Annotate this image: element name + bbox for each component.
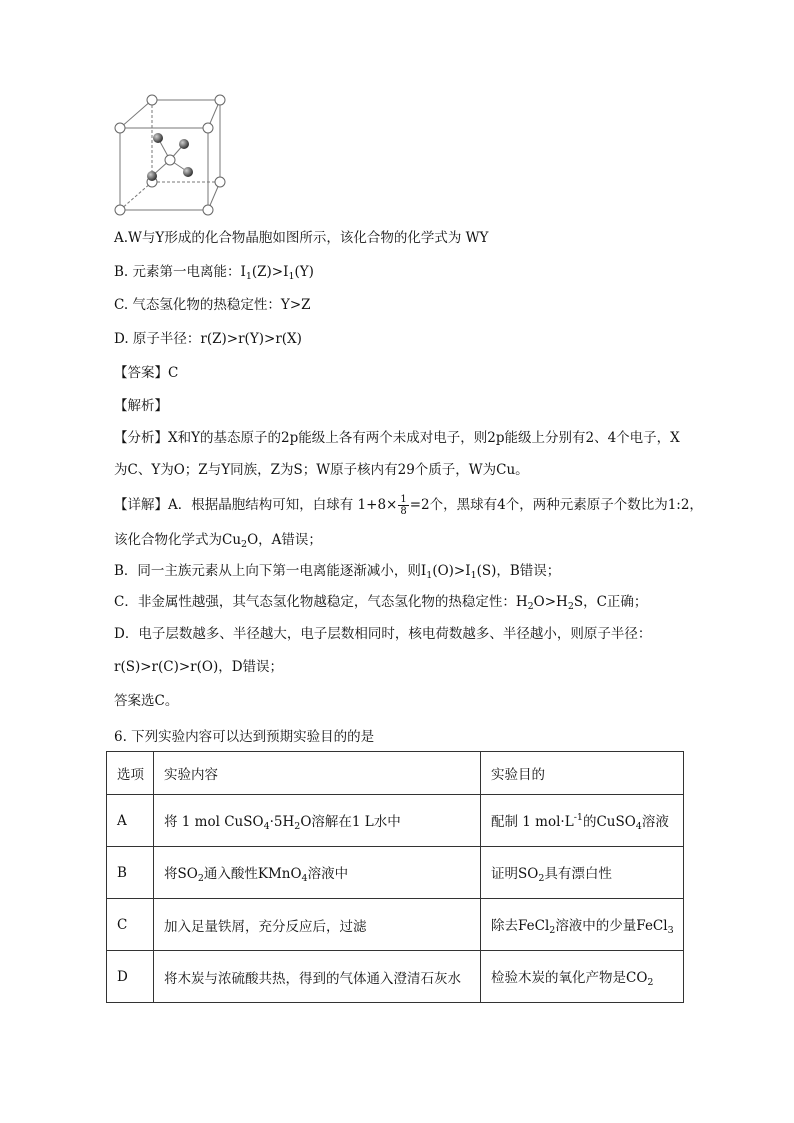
row-content: 加入足量铁屑，充分反应后，过滤 [154,899,481,951]
question-6-stem: 6. 下列实验内容可以达到预期实验目的的是 [114,729,375,745]
detail-a2-line: 该化合物化学式为$Cu_2O$，A错误； [114,532,322,550]
row-option: B [107,847,154,899]
row-purpose: 配制 1 $mol\cdot L^{-1}$的CuSO$_4$溶液 [481,795,684,847]
black-atom-icon [153,133,163,143]
option-d: D. 原子半径：r(Z)>r(Y)>r(X) [114,331,302,347]
detail-a-line: 【详解】A．根据晶胞结构可知，白球有 1+8× $\frac{1}{8}$ =2个，黑球有4个，两种元素原子个数比为1:2， [114,494,703,517]
row-option: A [107,795,154,847]
detail-d-line-1: D．电子层数越多、半径越大，电子层数相同时，核电荷数越多、半径越小，则原子半径： [114,626,652,642]
header-purpose: 实验目的 [481,752,684,795]
row-content: 将 1 mol $CuSO_4\cdot 5H_2O$溶解在1 L水中 [154,795,481,847]
table-row [107,899,684,951]
header-option: 选项 [107,752,154,795]
option-b: B. 元素第一电离能：$I_1(Z)>I_1(Y)$ [114,264,314,282]
crystal-cell-figure [112,92,230,220]
table-row [107,847,684,899]
fraction: $\frac{1}{8}$ [400,494,407,517]
black-atom-icon [183,167,193,177]
white-atom-icon [215,95,225,105]
detail-c-line: C．非金属性越强，其气态氢化物越稳定，气态氢化物的热稳定性：$H_2O>H_2S$，C正确； [114,594,648,612]
white-atom-icon [115,123,125,133]
detail-b-line: B．同一主族元素从上向下第一电离能逐渐减小，则$I_1(O)>I_1(S)$，B错误； [114,563,561,581]
row-purpose: 证明$SO_2$具有漂白性 [481,847,684,899]
experiment-table [106,751,684,1003]
row-content: 将$SO_2$通入酸性KMnO$_4$溶液中 [154,847,481,899]
black-atom-icon [147,171,157,181]
option-c: C. 气态氢化物的热稳定性：Y>Z [114,297,311,313]
white-atom-icon [203,123,213,133]
white-atom-icon [115,205,125,215]
header-content: 实验内容 [154,752,481,795]
option-a: A.W与Y形成的化合物晶胞如图所示，该化合物的化学式为 WY [114,230,489,246]
table-row [107,795,684,847]
detail-d-line-2: r(S)>r(C)>r(O)，D错误； [114,659,284,675]
white-atom-icon [203,205,213,215]
analysis-line-1: 【分析】X和Y的基态原子的2p能级上各有两个未成对电子，则2p能级上分别有2、4个电子，X [114,430,680,446]
table-row [107,951,684,1003]
final-answer: 答案选C。 [114,693,179,709]
row-option: C [107,899,154,951]
white-atom-icon [215,177,225,187]
white-atom-icon [147,95,157,105]
analysis-title: 【解析】 [114,398,168,414]
row-option: D [107,951,154,1003]
row-purpose: 检验木炭的氧化产物是$CO_2$ [481,951,684,1003]
table-header-row [107,752,684,795]
analysis-line-2: 为C、Y为O；Z与Y同族，Z为S；W原子核内有29个质子，W为Cu。 [114,462,529,478]
white-atom-icon [165,155,175,165]
row-content: 将木炭与浓硫酸共热，得到的气体通入澄清石灰水 [154,951,481,1003]
black-atom-icon [179,139,189,149]
row-purpose: 除去FeCl$_2$溶液中的少量FeCl$_3$ [481,899,684,951]
answer-line: 【答案】C [114,365,179,381]
